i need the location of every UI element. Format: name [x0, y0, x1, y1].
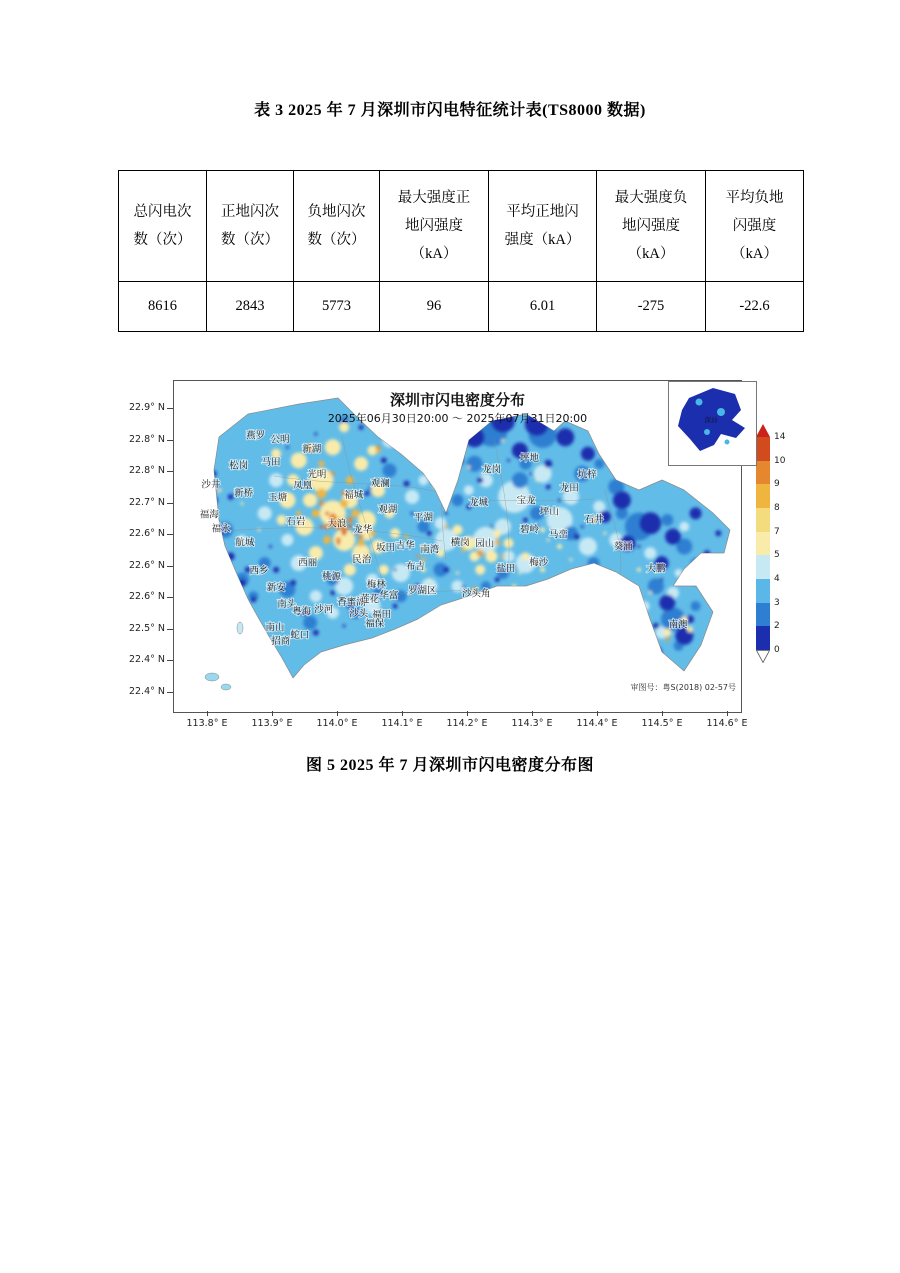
x-axis-tick-mark — [337, 711, 338, 716]
density-blob — [557, 544, 562, 549]
density-blob — [426, 431, 432, 437]
density-blob — [449, 421, 455, 427]
density-blob — [665, 529, 681, 545]
density-blob — [313, 630, 319, 636]
density-blob — [490, 525, 493, 528]
district-label: 福田 — [371, 609, 392, 621]
density-blob — [495, 541, 500, 546]
y-axis-tick-label: 22.6° N — [128, 591, 165, 602]
y-axis-tick-mark — [167, 471, 173, 472]
y-axis-tick-mark — [167, 660, 173, 661]
y-axis-tick-label: 22.8° N — [128, 465, 165, 476]
density-blob — [381, 457, 387, 463]
district-label: 桃源 — [322, 571, 342, 583]
stats-value-cell: 6.01 — [489, 282, 597, 332]
density-blob — [679, 522, 689, 532]
colorbar-segment — [756, 484, 770, 508]
colorbar-tick-label: 14 — [774, 432, 786, 442]
density-blob — [359, 425, 364, 430]
y-axis-tick-label: 22.8° N — [128, 433, 165, 445]
density-blob — [544, 460, 552, 468]
density-blob — [428, 457, 442, 471]
density-blob — [691, 575, 701, 585]
density-blob — [600, 575, 610, 585]
x-axis-tick-label: 114.0° E — [316, 718, 358, 729]
district-label: 南头 — [277, 598, 297, 610]
stats-value-cell: -275 — [597, 282, 706, 332]
stats-header-cell: 平均负地闪强度（kA） — [706, 171, 804, 282]
district-label: 大鹏 — [646, 563, 666, 575]
density-blob — [364, 491, 369, 496]
density-blob — [325, 439, 341, 455]
x-axis-tick-mark — [727, 711, 728, 716]
density-blob — [325, 512, 329, 516]
density-blob — [303, 493, 317, 507]
density-blob — [351, 509, 359, 517]
density-blob — [241, 502, 244, 505]
density-blob — [501, 439, 504, 442]
district-label: 观湖 — [378, 504, 398, 516]
x-axis-tick-label: 113.8° E — [186, 718, 228, 729]
density-blob — [452, 494, 464, 506]
density-blob — [546, 484, 551, 489]
district-label: 大浪 — [327, 518, 347, 530]
district-label: 蛇口 — [290, 629, 310, 641]
stats-header-cell: 正地闪次数（次） — [207, 171, 294, 282]
x-axis-tick-mark — [662, 711, 663, 716]
density-blob — [594, 459, 604, 469]
density-blob — [258, 506, 272, 520]
density-blob — [331, 472, 335, 476]
density-blob — [523, 518, 528, 523]
district-label: 南湾 — [420, 544, 440, 556]
density-blob — [496, 538, 499, 541]
x-axis-tick-label: 114.2° E — [446, 718, 488, 729]
density-blob — [310, 590, 322, 602]
district-label: 福保 — [365, 618, 385, 630]
district-label: 葵涌 — [613, 541, 633, 553]
district-label: 梅沙 — [529, 557, 549, 569]
district-label: 横岗 — [450, 537, 470, 549]
district-label: 石井 — [584, 514, 604, 526]
density-blob — [383, 463, 397, 477]
density-blob — [269, 473, 283, 487]
y-axis-tick-mark — [167, 440, 173, 441]
colorbar-segment — [756, 508, 770, 532]
district-label: 马峦 — [548, 529, 568, 541]
density-blob — [478, 551, 482, 555]
district-label: 凤凰 — [293, 480, 313, 492]
density-blob — [393, 604, 398, 609]
density-blob — [691, 558, 701, 568]
density-blob — [453, 525, 463, 535]
district-label: 光明 — [307, 469, 327, 481]
lightning-stats-table — [118, 170, 804, 332]
colorbar-tick-label: 10 — [774, 455, 786, 466]
density-blob — [649, 591, 652, 594]
density-blob — [228, 494, 234, 500]
density-blob — [427, 531, 432, 536]
y-axis-tick-label: 22.4° N — [128, 654, 165, 665]
stats-header-cell: 最大强度负地闪强度（kA） — [597, 171, 706, 282]
density-blob — [337, 542, 340, 545]
stats-value-cell: 96 — [380, 282, 489, 332]
stats-header-cell: 负地闪次数（次） — [294, 171, 380, 282]
y-axis-tick-label: 22.5° N — [128, 622, 165, 634]
density-blob — [344, 564, 356, 576]
map-plot-frame — [173, 380, 742, 713]
density-blob — [312, 509, 320, 517]
district-label: 龙城 — [468, 497, 489, 509]
density-blob — [644, 547, 656, 559]
colorbar-segment — [756, 626, 770, 650]
inset-overview-map — [668, 381, 757, 466]
district-label: 民治 — [352, 554, 372, 566]
density-blob — [211, 471, 217, 477]
density-blob — [277, 515, 287, 525]
district-label: 西丽 — [298, 557, 318, 569]
density-blob — [347, 517, 353, 523]
density-blob — [316, 489, 326, 499]
density-blob — [650, 646, 662, 658]
density-blob — [405, 490, 419, 504]
district-label: 沙头 — [349, 608, 369, 620]
density-blob — [416, 555, 419, 558]
stats-value-cell: -22.6 — [706, 282, 804, 332]
colorbar-segment — [756, 579, 770, 603]
x-axis-tick-label: 113.9° E — [251, 718, 293, 729]
y-axis-tick-mark — [167, 503, 173, 504]
district-label: 新桥 — [234, 488, 254, 500]
density-blob — [444, 525, 448, 529]
density-blob — [354, 457, 368, 471]
district-label: 香蜜湖 — [337, 596, 366, 608]
district-label: 西乡 — [249, 565, 269, 577]
density-blob — [467, 456, 483, 472]
shenzhen-density-map — [174, 381, 741, 712]
density-blob — [269, 545, 272, 548]
map-subtitle: 2025年06月30日20:00 ～ 2025年07月31日20:00 — [327, 412, 588, 425]
density-blob — [661, 514, 673, 526]
district-label: 吉华 — [395, 540, 415, 552]
density-blob — [452, 454, 464, 466]
density-blob — [415, 425, 420, 430]
density-blob — [342, 531, 346, 535]
district-label: 观澜 — [370, 478, 390, 490]
density-blob — [557, 577, 562, 582]
district-label: 坪地 — [519, 453, 540, 465]
district-label: 坪山 — [539, 506, 559, 518]
density-blob — [495, 577, 500, 582]
density-blob — [504, 538, 514, 548]
density-blob — [358, 540, 365, 547]
density-blob — [493, 529, 501, 537]
colorbar-segment — [756, 437, 770, 461]
density-blob — [376, 445, 380, 449]
stats-value-cell: 8616 — [119, 282, 207, 332]
district-label: 宝龙 — [516, 495, 536, 507]
colorbar-tick-label: 7 — [774, 526, 780, 537]
density-blob — [419, 475, 429, 485]
district-label: 平湖 — [413, 512, 434, 524]
density-blob — [588, 557, 600, 569]
district-label: 园山 — [475, 538, 495, 550]
stats-value-cell: 5773 — [294, 282, 380, 332]
density-blob — [715, 530, 721, 536]
density-blob — [419, 449, 429, 459]
colorbar-segment — [756, 603, 770, 627]
y-axis-tick-label: 22.9° N — [128, 402, 165, 413]
colorbar-tick-label: 2 — [774, 621, 780, 632]
district-label: 福海 — [199, 509, 219, 521]
density-blob — [574, 534, 580, 540]
density-blob — [525, 412, 549, 436]
x-axis-tick-mark — [402, 711, 403, 716]
district-label: 沙井 — [201, 479, 221, 491]
district-label: 沙头角 — [461, 588, 491, 600]
density-blob — [581, 447, 595, 461]
district-label: 碧岭 — [519, 524, 540, 536]
colorbar-tick-label: 9 — [774, 479, 780, 490]
x-axis-tick-label: 114.3° E — [511, 718, 553, 729]
density-blob — [535, 479, 538, 482]
density-blob — [555, 581, 565, 591]
x-axis-tick-mark — [467, 711, 468, 716]
density-blob — [343, 624, 346, 627]
density-blob — [530, 472, 533, 475]
density-blob — [339, 422, 349, 432]
density-blob — [659, 595, 675, 611]
stats-header-cell: 平均正地闪强度（kA） — [489, 171, 597, 282]
inset-map-svg — [669, 382, 754, 463]
y-axis-tick-mark — [167, 597, 173, 598]
density-blob — [399, 433, 402, 436]
district-label: 沙河 — [314, 604, 334, 616]
density-blob — [637, 545, 640, 548]
colorbar — [756, 437, 770, 650]
density-blob — [273, 567, 279, 573]
island — [237, 622, 243, 634]
density-blob — [518, 572, 521, 575]
district-label: 石岩 — [286, 516, 306, 528]
district-label: 新湖 — [302, 444, 322, 456]
x-axis-tick-mark — [597, 711, 598, 716]
district-label: 盐田 — [496, 563, 516, 575]
district-label: 坂田 — [375, 542, 396, 554]
stats-header-cell: 总闪电次数（次） — [119, 171, 207, 282]
density-blob — [660, 578, 663, 581]
density-blob — [690, 507, 702, 519]
district-label: 公明 — [270, 434, 290, 446]
density-blob — [330, 590, 335, 595]
district-label: 罗湖区 — [408, 585, 437, 597]
density-blob — [323, 536, 331, 544]
stats-value-row — [119, 282, 804, 332]
inset-region-label: 深汕 — [704, 416, 718, 424]
density-blob — [404, 481, 410, 487]
y-axis-tick-label: 22.6° N — [128, 559, 165, 571]
x-axis-tick-mark — [207, 711, 208, 716]
y-axis-tick-mark — [167, 566, 173, 567]
density-blob — [616, 507, 628, 519]
density-blob — [581, 525, 584, 528]
colorbar-segment — [756, 532, 770, 556]
density-blob — [501, 554, 505, 558]
density-blob — [613, 491, 631, 509]
density-blob — [512, 472, 528, 488]
density-blob — [348, 525, 352, 529]
colorbar-tick-label: 8 — [774, 503, 780, 513]
density-blob — [556, 428, 574, 446]
density-blob — [394, 568, 397, 571]
district-label: 福城 — [344, 490, 364, 502]
stats-header-cell: 最大强度正地闪强度（kA） — [380, 171, 489, 282]
x-axis-tick-label: 114.1° E — [381, 718, 423, 729]
figure-caption: 图 5 2025 年 7 月深圳市闪电密度分布图 — [305, 757, 594, 774]
district-label: 马田 — [261, 457, 281, 469]
density-blob — [383, 434, 397, 448]
density-map-figure — [128, 380, 813, 740]
density-blob — [281, 534, 293, 546]
district-label: 龙岗 — [481, 464, 502, 476]
district-label: 航城 — [235, 537, 255, 549]
district-label: 南山 — [265, 622, 285, 634]
density-blob — [428, 578, 431, 581]
x-axis-tick-mark — [272, 711, 273, 716]
map-title: 深圳市闪电密度分布 — [389, 391, 525, 409]
y-axis-tick-mark — [167, 534, 173, 535]
density-blob — [464, 485, 474, 495]
colorbar-segment — [756, 461, 770, 485]
density-blob — [637, 568, 641, 572]
district-label: 燕罗 — [246, 430, 266, 442]
stats-header-row — [119, 171, 804, 282]
district-label: 莲花 — [360, 593, 380, 605]
inset-patch — [725, 440, 730, 445]
y-axis-tick-mark — [167, 629, 173, 630]
colorbar-tick-label: 4 — [774, 574, 780, 584]
density-blob — [467, 466, 470, 469]
density-blob — [462, 585, 465, 588]
y-axis-tick-mark — [167, 692, 173, 693]
x-axis-tick-mark — [532, 711, 533, 716]
district-label: 梅林 — [366, 579, 386, 591]
district-label: 坑梓 — [577, 469, 597, 481]
density-blob — [250, 597, 256, 603]
y-axis-tick-label: 22.6° N — [128, 528, 165, 539]
x-axis-tick-label: 114.5° E — [641, 718, 683, 729]
density-blob — [569, 558, 572, 561]
inset-patch — [717, 408, 725, 416]
density-blob — [540, 527, 545, 532]
inset-patch — [696, 399, 703, 406]
district-label: 南澳 — [668, 619, 688, 631]
map-license-number: 审图号：粤S(2018) 02-57号 — [630, 683, 736, 692]
density-blob — [507, 459, 510, 462]
district-label: 粤海 — [292, 606, 312, 618]
density-blob — [443, 567, 449, 573]
district-label: 布吉 — [405, 561, 426, 573]
y-axis-tick-label: 22.7° N — [128, 496, 165, 508]
density-blob — [456, 572, 459, 575]
colorbar-segment — [756, 555, 770, 579]
colorbar-tick-label: 5 — [774, 550, 780, 561]
district-label: 松岗 — [229, 460, 249, 472]
y-axis-tick-mark — [167, 408, 173, 409]
density-blob — [320, 525, 323, 528]
density-blob — [477, 477, 483, 483]
density-blob — [666, 638, 669, 641]
y-axis-tick-label: 22.4° N — [128, 685, 165, 697]
density-blob — [475, 565, 485, 575]
density-blob — [558, 499, 561, 502]
density-blob — [653, 623, 659, 629]
x-axis-tick-label: 114.6° E — [706, 718, 748, 729]
district-label: 新安 — [266, 582, 286, 594]
density-blob — [438, 445, 443, 450]
x-axis-tick-label: 114.4° E — [576, 718, 618, 729]
density-blob — [691, 601, 701, 611]
district-label: 龙华 — [353, 524, 373, 536]
table-title: 表 3 2025 年 7 月深圳市闪电特征统计表(TS8000 数据) — [254, 102, 646, 119]
density-blob — [429, 435, 441, 447]
density-blob — [591, 567, 596, 572]
district-label: 招商 — [271, 635, 291, 647]
density-blob — [318, 461, 324, 467]
density-blob — [286, 446, 289, 449]
density-blob — [579, 538, 597, 556]
colorbar-tick-label: 3 — [774, 597, 780, 608]
colorbar-tick-label: 0 — [774, 645, 780, 655]
density-blob — [427, 462, 431, 466]
district-label: 华富 — [379, 590, 399, 602]
colorbar-over-arrow — [756, 424, 770, 437]
density-blob — [640, 601, 650, 611]
district-label: 龙田 — [559, 483, 579, 495]
density-blob — [290, 580, 296, 586]
district-label: 玉塘 — [268, 492, 288, 504]
density-blob — [486, 550, 498, 562]
density-blob — [687, 626, 693, 632]
density-blob — [319, 501, 324, 506]
density-blob — [296, 511, 301, 516]
density-blob — [603, 532, 606, 535]
density-blob — [639, 512, 661, 534]
density-blob — [447, 469, 457, 479]
district-label: 福永 — [211, 523, 231, 535]
stats-value-cell: 2843 — [207, 282, 294, 332]
density-blob — [491, 409, 515, 433]
island — [205, 673, 219, 681]
inset-patch — [704, 429, 710, 435]
island — [221, 684, 231, 690]
density-blob — [314, 433, 317, 436]
colorbar-under-arrow — [756, 650, 770, 663]
density-blob — [675, 569, 683, 577]
